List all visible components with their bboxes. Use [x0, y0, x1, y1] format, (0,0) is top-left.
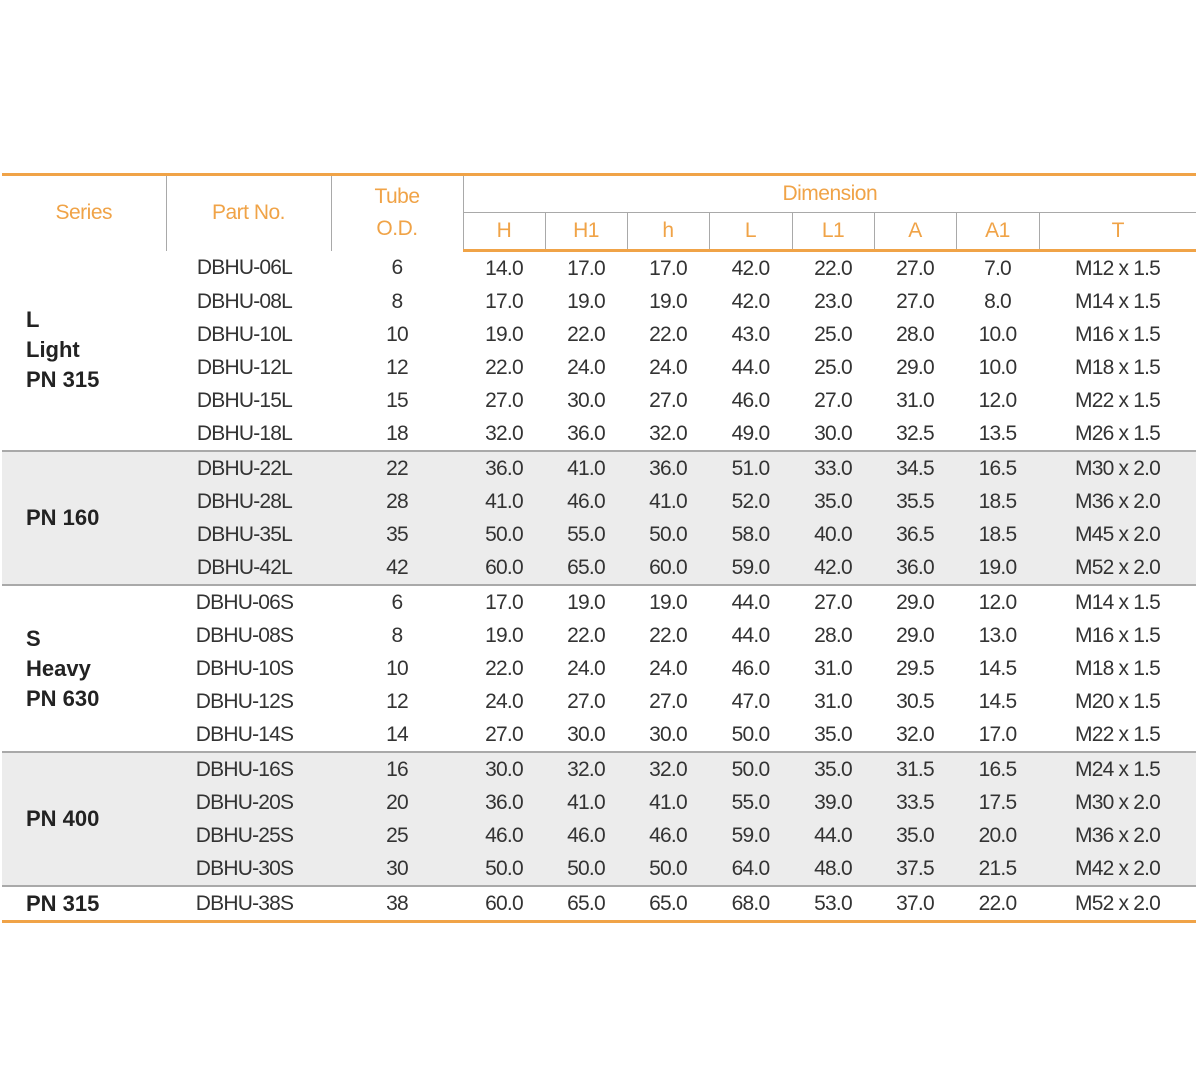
cell-A1: 16.5: [956, 451, 1039, 485]
table-row: [2, 786, 1196, 819]
cell-H: 19.0: [485, 322, 523, 346]
cell-T: M52 x 2.0: [1039, 886, 1196, 922]
cell-part: DBHU-10S: [195, 656, 294, 680]
cell-T: M24 x 1.5: [1039, 752, 1196, 786]
cell-A: 37.0: [874, 886, 956, 922]
cell-A: 32.5: [896, 421, 934, 445]
series-label-line: Heavy: [26, 655, 91, 681]
cell-part: DBHU-28L: [166, 485, 331, 518]
cell-part: DBHU-30S: [166, 852, 331, 886]
cell-od: 22: [331, 451, 463, 485]
cell-L1: 35.0: [792, 752, 874, 786]
cell-H1: 27.0: [567, 689, 605, 713]
header-part-no: Part No.: [166, 175, 331, 251]
cell-A: 29.0: [896, 355, 934, 379]
cell-L: 42.0: [731, 256, 770, 280]
cell-od: 10: [386, 322, 408, 346]
series-label-line: PN 315: [26, 367, 100, 393]
cell-T: M36 x 2.0: [1039, 819, 1196, 852]
cell-A1: 14.5: [978, 689, 1017, 713]
cell-L: 46.0: [731, 656, 770, 680]
cell-H: 60.0: [463, 551, 545, 585]
cell-H: 14.0: [485, 256, 523, 280]
cell-A: 36.5: [874, 518, 956, 551]
series-label-line: S: [26, 625, 41, 651]
cell-H: 19.0: [485, 623, 523, 647]
table-row: [2, 685, 1196, 718]
series-label-line: L: [26, 307, 40, 333]
cell-h: 22.0: [649, 623, 687, 647]
header-series: Series: [2, 175, 166, 251]
cell-H1: 32.0: [545, 752, 627, 786]
cell-od: 12: [386, 355, 408, 379]
table-row: [2, 384, 1196, 417]
cell-L: 59.0: [709, 551, 792, 585]
series-cell: [2, 451, 166, 585]
cell-part: DBHU-20S: [166, 786, 331, 819]
cell-T: M14 x 1.5: [1075, 289, 1161, 313]
cell-part: DBHU-25S: [166, 819, 331, 852]
cell-H: 50.0: [463, 852, 545, 886]
cell-H: 27.0: [485, 388, 523, 412]
cell-part: DBHU-12S: [195, 689, 294, 713]
table-row: [2, 251, 1196, 286]
cell-T: M18 x 1.5: [1075, 355, 1161, 379]
cell-A1: 20.0: [956, 819, 1039, 852]
table-row: [2, 351, 1196, 384]
table-row: [2, 886, 1196, 922]
header-tube-od-line2: O.D.: [376, 217, 418, 241]
cell-T: M30 x 2.0: [1039, 786, 1196, 819]
cell-od: 8: [391, 289, 403, 313]
cell-H: 46.0: [463, 819, 545, 852]
series-cell: [2, 585, 166, 752]
table-row: [2, 451, 1196, 485]
cell-L: 51.0: [709, 451, 792, 485]
cell-H1: 41.0: [545, 451, 627, 485]
cell-H: 30.0: [463, 752, 545, 786]
table-row: [2, 518, 1196, 551]
cell-A1: 14.5: [978, 656, 1017, 680]
cell-part: DBHU-08S: [195, 623, 294, 647]
header-col-h: h: [627, 213, 709, 251]
header-col-A: A: [874, 213, 956, 251]
cell-h: 50.0: [627, 518, 709, 551]
cell-L1: 44.0: [792, 819, 874, 852]
cell-L1: 22.0: [814, 256, 852, 280]
cell-L: 52.0: [709, 485, 792, 518]
cell-part: DBHU-14S: [195, 722, 294, 746]
cell-A: 31.5: [874, 752, 956, 786]
cell-H: 22.0: [485, 355, 523, 379]
cell-part: DBHU-10L: [196, 322, 293, 346]
cell-h: 27.0: [649, 689, 687, 713]
cell-L: 44.0: [709, 585, 792, 619]
table-row: [2, 718, 1196, 752]
cell-T: M36 x 2.0: [1039, 485, 1196, 518]
cell-T: M22 x 1.5: [1075, 722, 1161, 746]
header-dimension: Dimension: [463, 175, 1196, 213]
cell-T: M20 x 1.5: [1075, 689, 1161, 713]
cell-A: 27.0: [896, 289, 934, 313]
cell-part: DBHU-38S: [166, 886, 331, 922]
cell-T: M16 x 1.5: [1075, 623, 1161, 647]
cell-L1: 31.0: [814, 689, 852, 713]
series-cell: [2, 251, 166, 452]
cell-L: 49.0: [731, 421, 770, 445]
header-tube-od: [331, 175, 463, 251]
cell-L1: 48.0: [792, 852, 874, 886]
cell-A1: 7.0: [984, 256, 1011, 280]
cell-A: 32.0: [896, 722, 934, 746]
cell-L1: 33.0: [792, 451, 874, 485]
cell-od: 30: [331, 852, 463, 886]
cell-A1: 12.0: [956, 585, 1039, 619]
cell-h: 65.0: [627, 886, 709, 922]
header-col-H: H: [463, 213, 545, 251]
cell-A: 27.0: [896, 256, 934, 280]
cell-part: DBHU-42L: [166, 551, 331, 585]
cell-od: 6: [391, 255, 403, 279]
cell-H: 17.0: [463, 585, 545, 619]
cell-H: 27.0: [485, 722, 523, 746]
cell-h: 17.0: [649, 256, 687, 280]
cell-H1: 36.0: [567, 421, 605, 445]
cell-A1: 13.0: [978, 623, 1017, 647]
cell-A1: 17.5: [956, 786, 1039, 819]
cell-A1: 10.0: [978, 322, 1017, 346]
cell-h: 24.0: [649, 355, 687, 379]
cell-od: 8: [391, 623, 403, 647]
table-row: [2, 318, 1196, 351]
cell-od: 14: [386, 722, 408, 746]
cell-L: 59.0: [709, 819, 792, 852]
cell-L: 43.0: [731, 322, 770, 346]
table-row: [2, 417, 1196, 451]
table-header: [2, 175, 1196, 251]
cell-h: 32.0: [627, 752, 709, 786]
cell-A1: 19.0: [956, 551, 1039, 585]
cell-od: 10: [386, 656, 408, 680]
cell-L1: 42.0: [792, 551, 874, 585]
cell-od: 12: [386, 689, 408, 713]
cell-h: 27.0: [649, 388, 687, 412]
cell-A: 31.0: [896, 388, 934, 412]
cell-T: M16 x 1.5: [1075, 322, 1161, 346]
cell-T: M22 x 1.5: [1075, 388, 1161, 412]
cell-A: 33.5: [874, 786, 956, 819]
cell-h: 50.0: [627, 852, 709, 886]
cell-H1: 65.0: [545, 886, 627, 922]
cell-L: 47.0: [731, 689, 770, 713]
cell-h: 32.0: [649, 421, 687, 445]
cell-H: 60.0: [463, 886, 545, 922]
table-row: [2, 819, 1196, 852]
cell-H: 17.0: [485, 289, 523, 313]
header-col-T: T: [1039, 213, 1196, 251]
series-label-line: PN 630: [26, 685, 100, 711]
table-row: [2, 585, 1196, 619]
cell-part: DBHU-22L: [166, 451, 331, 485]
cell-L1: 27.0: [814, 388, 852, 412]
cell-A1: 18.5: [956, 518, 1039, 551]
cell-part: DBHU-08L: [196, 289, 293, 313]
cell-h: 24.0: [649, 656, 687, 680]
cell-od: 15: [386, 388, 408, 412]
cell-A1: 21.5: [956, 852, 1039, 886]
cell-A: 35.0: [874, 819, 956, 852]
cell-h: 36.0: [627, 451, 709, 485]
cell-h: 41.0: [627, 485, 709, 518]
cell-A: 29.0: [896, 623, 934, 647]
cell-A: 35.5: [874, 485, 956, 518]
table-row: [2, 652, 1196, 685]
table-row: [2, 619, 1196, 652]
cell-A: 28.0: [896, 322, 934, 346]
cell-od: 16: [331, 752, 463, 786]
cell-od: 18: [386, 421, 408, 445]
cell-h: 41.0: [627, 786, 709, 819]
cell-L: 58.0: [709, 518, 792, 551]
cell-T: M12 x 1.5: [1075, 256, 1161, 280]
cell-H1: 24.0: [567, 656, 605, 680]
cell-A1: 13.5: [978, 421, 1017, 445]
cell-L1: 31.0: [814, 656, 852, 680]
cell-L: 50.0: [731, 722, 770, 746]
cell-A: 36.0: [874, 551, 956, 585]
cell-A1: 18.5: [956, 485, 1039, 518]
cell-A: 29.0: [874, 585, 956, 619]
cell-H1: 19.0: [567, 289, 605, 313]
series-label-line: PN 315: [26, 890, 100, 916]
table-row: [2, 752, 1196, 786]
cell-H1: 41.0: [545, 786, 627, 819]
cell-H1: 24.0: [567, 355, 605, 379]
cell-h: 60.0: [627, 551, 709, 585]
cell-L1: 30.0: [814, 421, 852, 445]
cell-h: 30.0: [649, 722, 687, 746]
cell-part: DBHU-18L: [196, 421, 293, 445]
cell-L1: 35.0: [814, 722, 852, 746]
cell-T: M30 x 2.0: [1039, 451, 1196, 485]
cell-L1: 28.0: [814, 623, 852, 647]
cell-A1: 8.0: [984, 289, 1011, 313]
header-col-L: L: [709, 213, 792, 251]
cell-A: 34.5: [874, 451, 956, 485]
cell-L: 44.0: [731, 355, 770, 379]
cell-L: 46.0: [731, 388, 770, 412]
series-cell: [2, 886, 166, 922]
cell-H: 32.0: [485, 421, 523, 445]
cell-H1: 22.0: [567, 623, 605, 647]
cell-A: 29.5: [896, 656, 934, 680]
cell-H: 22.0: [485, 656, 523, 680]
cell-H: 41.0: [463, 485, 545, 518]
cell-L1: 27.0: [792, 585, 874, 619]
cell-L: 44.0: [731, 623, 770, 647]
cell-H1: 50.0: [545, 852, 627, 886]
cell-A1: 10.0: [978, 355, 1017, 379]
cell-H1: 65.0: [545, 551, 627, 585]
cell-part: DBHU-16S: [166, 752, 331, 786]
cell-part: DBHU-06S: [166, 585, 331, 619]
cell-od: 6: [331, 585, 463, 619]
cell-H: 50.0: [463, 518, 545, 551]
cell-L: 64.0: [709, 852, 792, 886]
cell-T: M42 x 2.0: [1039, 852, 1196, 886]
cell-L: 42.0: [731, 289, 770, 313]
cell-L1: 39.0: [792, 786, 874, 819]
series-cell: [2, 752, 166, 886]
cell-H1: 22.0: [567, 322, 605, 346]
cell-A1: 16.5: [956, 752, 1039, 786]
cell-L1: 25.0: [814, 355, 852, 379]
cell-H1: 30.0: [567, 388, 605, 412]
cell-T: M14 x 1.5: [1039, 585, 1196, 619]
header-col-H1: H1: [545, 213, 627, 251]
table-row: [2, 285, 1196, 318]
cell-A1: 12.0: [978, 388, 1017, 412]
cell-A: 30.5: [896, 689, 934, 713]
header-tube-od-line1: Tube: [374, 185, 420, 209]
cell-H1: 46.0: [545, 485, 627, 518]
cell-L: 55.0: [709, 786, 792, 819]
cell-T: M52 x 2.0: [1039, 551, 1196, 585]
cell-od: 28: [331, 485, 463, 518]
cell-part: DBHU-35L: [166, 518, 331, 551]
table-body: [2, 251, 1196, 922]
cell-A1: 22.0: [956, 886, 1039, 922]
cell-od: 42: [331, 551, 463, 585]
cell-L1: 40.0: [792, 518, 874, 551]
cell-od: 38: [331, 886, 463, 922]
header-col-L1: L1: [792, 213, 874, 251]
cell-T: M45 x 2.0: [1039, 518, 1196, 551]
cell-od: 20: [331, 786, 463, 819]
cell-od: 25: [331, 819, 463, 852]
cell-H: 36.0: [463, 786, 545, 819]
table-row: [2, 485, 1196, 518]
cell-H1: 17.0: [567, 256, 605, 280]
cell-L: 50.0: [709, 752, 792, 786]
cell-H1: 19.0: [545, 585, 627, 619]
cell-T: M26 x 1.5: [1075, 421, 1161, 445]
series-label-line: PN 160: [26, 505, 100, 530]
cell-od: 35: [331, 518, 463, 551]
cell-A: 37.5: [874, 852, 956, 886]
cell-H1: 30.0: [567, 722, 605, 746]
cell-H1: 55.0: [545, 518, 627, 551]
cell-T: M18 x 1.5: [1075, 656, 1161, 680]
cell-part: DBHU-06L: [196, 255, 293, 279]
cell-L: 68.0: [709, 886, 792, 922]
cell-part: DBHU-12L: [196, 355, 293, 379]
cell-L1: 53.0: [792, 886, 874, 922]
table-row: [2, 852, 1196, 886]
cell-h: 22.0: [649, 322, 687, 346]
header-col-A1: A1: [956, 213, 1039, 251]
cell-H1: 46.0: [545, 819, 627, 852]
cell-A1: 17.0: [978, 722, 1017, 746]
cell-L1: 35.0: [792, 485, 874, 518]
cell-H: 24.0: [485, 689, 523, 713]
cell-h: 46.0: [627, 819, 709, 852]
cell-h: 19.0: [627, 585, 709, 619]
series-label-line: Light: [26, 337, 80, 363]
cell-H: 36.0: [463, 451, 545, 485]
cell-part: DBHU-15L: [196, 388, 293, 412]
cell-L1: 23.0: [814, 289, 852, 313]
dimension-spec-table: [2, 173, 1196, 923]
cell-h: 19.0: [649, 289, 687, 313]
table-row: [2, 551, 1196, 585]
cell-L1: 25.0: [814, 322, 852, 346]
series-label-line: PN 400: [26, 806, 100, 831]
